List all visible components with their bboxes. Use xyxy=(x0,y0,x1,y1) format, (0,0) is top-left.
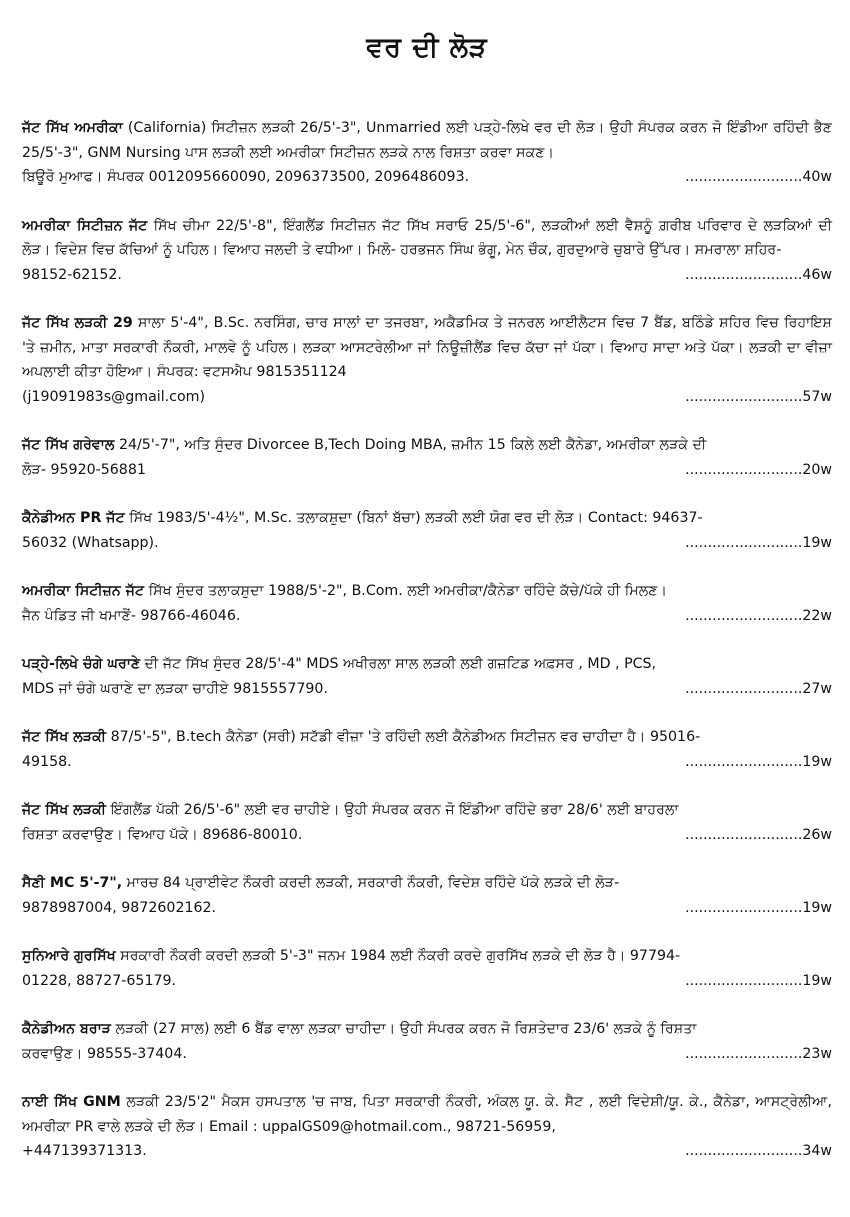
ad-footer xyxy=(22,385,832,410)
ad-footer xyxy=(22,604,832,629)
ad-contact: 98152-62152. xyxy=(22,266,122,283)
ad-footer xyxy=(22,165,832,190)
ad-contact: +447139371313. xyxy=(22,1143,147,1159)
classifieds-page xyxy=(22,30,832,1188)
ad-code: ..........................22w xyxy=(685,607,832,624)
ad-code: ..........................19w xyxy=(685,753,832,770)
ad-contact: 56032 (Whatsapp). xyxy=(22,534,159,551)
ad-footer xyxy=(22,823,832,848)
ad-lead: ਅਮਰੀਕਾ ਸਿਟੀਜ਼ਨ ਜੱਟ xyxy=(22,217,148,234)
ad-lead: ਨਾਈ ਸਿੱਖ GNM xyxy=(22,1094,121,1110)
ad-footer xyxy=(22,750,832,775)
ad-body: ਸਿੱਖ 1983/5'-4½", M.Sc. ਤਲਾਕਸ਼ੁਦਾ (ਬਿਨਾਂ ਬੱਚਾ) ਲੜਕੀ ਲਈ ਯੋਗ ਵਰ ਦੀ ਲੋੜ। Contact: 94637- xyxy=(124,510,703,526)
ad-body: 87/5'-5", B.tech ਕੈਨੇਡਾ (ਸਰੀ) ਸਟੱਡੀ ਵੀਜ਼ਾ 'ਤੇ ਰਹਿੰਦੀ ਲਈ ਕੈਨੇਡੀਅਨ ਸਿਟੀਜ਼ਨ ਵਰ ਚਾਹੀਦਾ ਹੈ। 95016- xyxy=(106,729,701,745)
ad-contact: ਲੋੜ- 95920-56881 xyxy=(22,461,146,478)
ad-code: ..........................34w xyxy=(685,1143,832,1159)
ad-entry xyxy=(22,1017,832,1066)
ad-contact: 49158. xyxy=(22,753,72,770)
page-title: ਵਰ ਦੀ ਲੋੜ xyxy=(366,32,488,63)
ad-code: ..........................19w xyxy=(685,972,832,989)
ad-contact: ਰਿਸ਼ਤਾ ਕਰਵਾਉਣ। ਵਿਆਹ ਪੱਕੇ। 89686-80010. xyxy=(22,826,303,843)
ad-entry xyxy=(22,506,832,555)
ad-entry xyxy=(22,214,832,288)
ad-code: ..........................19w xyxy=(685,534,832,551)
ad-lead: ਪੜ੍ਹੇ-ਲਿਖੇ ਚੰਗੇ ਘਰਾਣੇ xyxy=(22,656,141,672)
ad-footer xyxy=(22,677,832,702)
ad-code: ..........................46w xyxy=(685,266,832,283)
ad-footer xyxy=(22,969,832,994)
ad-entry xyxy=(22,311,832,409)
ad-contact: ਕਰਵਾਉਣ। 98555-37404. xyxy=(22,1045,187,1062)
ad-lead: ਜੱਟ ਸਿੱਖ ਲੜਕੀ xyxy=(22,729,107,745)
ad-lead: ਜੱਟ ਸਿੱਖ ਲੜਕੀ 29 xyxy=(22,315,133,331)
ad-code: ..........................27w xyxy=(685,680,832,697)
ad-code: ..........................26w xyxy=(685,826,832,843)
ad-lead: ਜੱਟ ਸਿੱਖ ਅਮਰੀਕਾ xyxy=(22,120,123,136)
ad-body: ਮਾਰਚ 84 ਪ੍ਰਾਈਵੇਟ ਨੌਕਰੀ ਕਰਦੀ ਲੜਕੀ, ਸਰਕਾਰੀ ਨੌਕਰੀ, ਵਿਦੇਸ਼ ਰਹਿੰਦੇ ਪੱਕੇ ਲੜਕੇ ਦੀ ਲੋੜ- xyxy=(122,875,620,891)
ad-footer xyxy=(22,263,832,288)
ad-entry xyxy=(22,871,832,920)
ad-body: ਸਾਲਾ 5'-4", B.Sc. ਨਰਸਿੰਗ, ਚਾਰ ਸਾਲਾਂ ਦਾ ਤਜਰਬਾ, ਅਕੈਡਮਿਕ ਤੇ ਜਨਰਲ ਆਈਲੈਟਸ ਵਿਚ 7 ਬੈਂਡ, ਬਠਿੰਡੇ ਸ਼ਹਿਰ ਵਿਚ ਰਿਹਾਇਸ਼ 'ਤੇ ਜ਼ਮੀਨ, ਮਾਤਾ ਸਰਕਾਰੀ ਨੌਕਰੀ, ਮਾਲਵੇ ਨੂੰ ਪਹਿਲ। ਲੜਕਾ ਆਸਟਰੇਲੀਆ ਜਾਂ ਨਿਊਜ਼ੀਲੈਂਡ ਵਿਚ ਕੱਚਾ ਜਾਂ ਪੱਕਾ। ਵਿਆਹ ਸਾਦਾ ਅਤੇ ਪੱਕਾ। ਲੜਕੀ ਦਾ ਵੀਜ਼ਾ ਅਪਲਾਈ ਕੀਤਾ ਹੋਇਆ। ਸੰਪਰਕ: ਵਟਸਐਪ 9815351124 xyxy=(22,315,832,380)
ad-body: (California) ਸਿਟੀਜ਼ਨ ਲੜਕੀ 26/5'-3", Unmarried ਲਈ ਪੜ੍ਹੇ-ਲਿਖੇ ਵਰ ਦੀ ਲੋੜ। ਉਹੀ ਸੰਪਰਕ ਕਰਨ ਜੋ ਇੰਡੀਆ ਰਹਿੰਦੀ ਭੈਣ 25/5'-3", GNM Nursing ਪਾਸ ਲੜਕੀ ਲਈ ਅਮਰੀਕਾ ਸਿਟੀਜ਼ਨ ਲੜਕੇ ਨਾਲ ਰਿਸ਼ਤਾ ਕਰਵਾ ਸਕਣ। xyxy=(22,120,832,161)
ad-contact: ਬਿਊਰੋ ਮੁਆਫ। ਸੰਪਰਕ 0012095660090, 2096373500, 2096486093. xyxy=(22,169,470,185)
ad-body: ਲੜਕੀ 23/5'2" ਮੈਕਸ ਹਸਪਤਾਲ 'ਚ ਜਾਬ, ਪਿਤਾ ਸਰਕਾਰੀ ਨੌਕਰੀ, ਅੰਕਲ ਯੂ. ਕੇ. ਸੈਟ , ਲਈ ਵਿਦੇਸ਼ੀ/ਯੂ. ਕੇ., ਕੈਨੇਡਾ, ਆਸਟ੍ਰੇਲੀਆ, ਅਮਰੀਕਾ PR ਵਾਲੇ ਲੜਕੇ ਦੀ ਲੋੜ। Email : uppalGS09@hotmail.com., 98721-56959, xyxy=(22,1094,832,1135)
ad-entry xyxy=(22,652,832,701)
ad-entry xyxy=(22,725,832,774)
ad-lead: ਜੱਟ ਸਿੱਖ ਗਰੇਵਾਲ xyxy=(22,437,115,453)
ad-entry xyxy=(22,1090,832,1164)
ad-body: ਦੀ ਜੱਟ ਸਿੱਖ ਸੁੰਦਰ 28/5'-4" MDS ਅਖੀਰਲਾ ਸਾਲ ਲੜਕੀ ਲਈ ਗਜ਼ਟਿਡ ਅਫ਼ਸਰ , MD , PCS, xyxy=(140,656,657,672)
ad-lead: ਕੈਨੇਡੀਅਨ ਬਰਾੜ xyxy=(22,1021,112,1037)
ad-entry xyxy=(22,798,832,847)
ad-body: ਇੰਗਲੈਂਡ ਪੱਕੀ 26/5'-6" ਲਈ ਵਰ ਚਾਹੀਏ। ਉਹੀ ਸੰਪਰਕ ਕਰਨ ਜੋ ਇੰਡੀਆ ਰਹਿੰਦੇ ਭਰਾ 28/6' ਲਈ ਬਾਹਰਲਾ xyxy=(106,802,679,818)
ad-lead: ਸੈਣੀ MC 5'-7", xyxy=(22,875,123,891)
ad-list xyxy=(22,116,832,1164)
ad-footer xyxy=(22,896,832,921)
ad-body: ਸਿੱਖ ਚੀਮਾ 22/5'-8", ਇੰਗਲੈਂਡ ਸਿਟੀਜ਼ਨ ਜੱਟ ਸਿੱਖ ਸਰਾਓ 25/5'-6", ਲੜਕੀਆਂ ਲਈ ਵੈਸ਼ਨੂੰ ਗ਼ਰੀਬ ਪਰਿਵਾਰ ਦੇ ਲੜਕਿਆਂ ਦੀ ਲੋੜ। ਵਿਦੇਸ਼ ਵਿਚ ਕੱਚਿਆਂ ਨੂੰ ਪਹਿਲ। ਵਿਆਹ ਜਲਦੀ ਤੇ ਵਧੀਆ। ਮਿਲੋ- ਹਰਭਜਨ ਸਿੰਘ ਭੰਗੂ, ਮੇਨ ਚੌਕ, ਗੁਰਦੁਆਰੇ ਚੁਬਾਰੇ ਉੱਪਰ। ਸਮਰਾਲਾ ਸ਼ਹਿਰ- xyxy=(22,217,832,258)
ad-contact: MDS ਜਾਂ ਚੰਗੇ ਘਰਾਣੇ ਦਾ ਲੜਕਾ ਚਾਹੀਏ 9815557790. xyxy=(22,680,328,697)
ad-entry xyxy=(22,116,832,190)
ad-footer xyxy=(22,458,832,483)
ad-contact: 9878987004, 9872602162. xyxy=(22,899,217,916)
ad-lead: ਕੈਨੇਡੀਅਨ PR ਜੱਟ xyxy=(22,510,125,526)
ad-footer xyxy=(22,1042,832,1067)
ad-code: ..........................40w xyxy=(685,169,832,185)
ad-code: ..........................19w xyxy=(685,899,832,916)
ad-body: ਲੜਕੀ (27 ਸਾਲ) ਲਈ 6 ਬੈਂਡ ਵਾਲਾ ਲੜਕਾ ਚਾਹੀਦਾ। ਉਹੀ ਸੰਪਰਕ ਕਰਨ ਜੋ ਰਿਸ਼ਤੇਦਾਰ 23/6' ਲੜਕੇ ਨੂੰ ਰਿਸ਼ਤਾ xyxy=(111,1021,697,1037)
ad-entry xyxy=(22,579,832,628)
ad-contact: ਜੈਨ ਪੰਡਿਤ ਜੀ ਖਮਾਣੋਂ- 98766-46046. xyxy=(22,607,241,624)
ad-lead: ਸੁਨਿਆਰੇ ਗੁਰਸਿੱਖ xyxy=(22,948,116,964)
ad-code: ..........................20w xyxy=(685,461,832,478)
ad-code: ..........................23w xyxy=(685,1045,832,1062)
ad-entry xyxy=(22,944,832,993)
ad-contact: 01228, 88727-65179. xyxy=(22,972,177,989)
ad-body: 24/5'-7", ਅਤਿ ਸੁੰਦਰ Divorcee B,Tech Doing MBA, ਜ਼ਮੀਨ 15 ਕਿਲੇ ਲਈ ਕੈਨੇਡਾ, ਅਮਰੀਕਾ ਲੜਕੇ ਦੀ xyxy=(114,437,707,453)
ad-code: ..........................57w xyxy=(685,388,832,405)
ad-body: ਸਿੱਖ ਸੁੰਦਰ ਤਲਾਕਸ਼ੁਦਾ 1988/5'-2", B.Com. ਲਈ ਅਮਰੀਕਾ/ਕੈਨੇਡਾ ਰਹਿੰਦੇ ਕੱਚੇ/ਪੱਕੇ ਹੀ ਮਿਲਣ। xyxy=(144,583,668,599)
ad-lead: ਜੱਟ ਸਿੱਖ ਲੜਕੀ xyxy=(22,802,107,818)
ad-entry xyxy=(22,433,832,482)
ad-footer xyxy=(22,1139,832,1164)
ad-footer xyxy=(22,531,832,556)
ad-body: ਸਰਕਾਰੀ ਨੌਕਰੀ ਕਰਦੀ ਲੜਕੀ 5'-3" ਜਨਮ 1984 ਲਈ ਨੌਕਰੀ ਕਰਦੇ ਗੁਰਸਿੱਖ ਲੜਕੇ ਦੀ ਲੋੜ ਹੈ। 97794- xyxy=(115,948,681,964)
ad-contact: (j19091983s@gmail.com) xyxy=(22,388,206,405)
ad-lead: ਅਮਰੀਕਾ ਸਿਟੀਜ਼ਨ ਜੱਟ xyxy=(22,583,145,599)
